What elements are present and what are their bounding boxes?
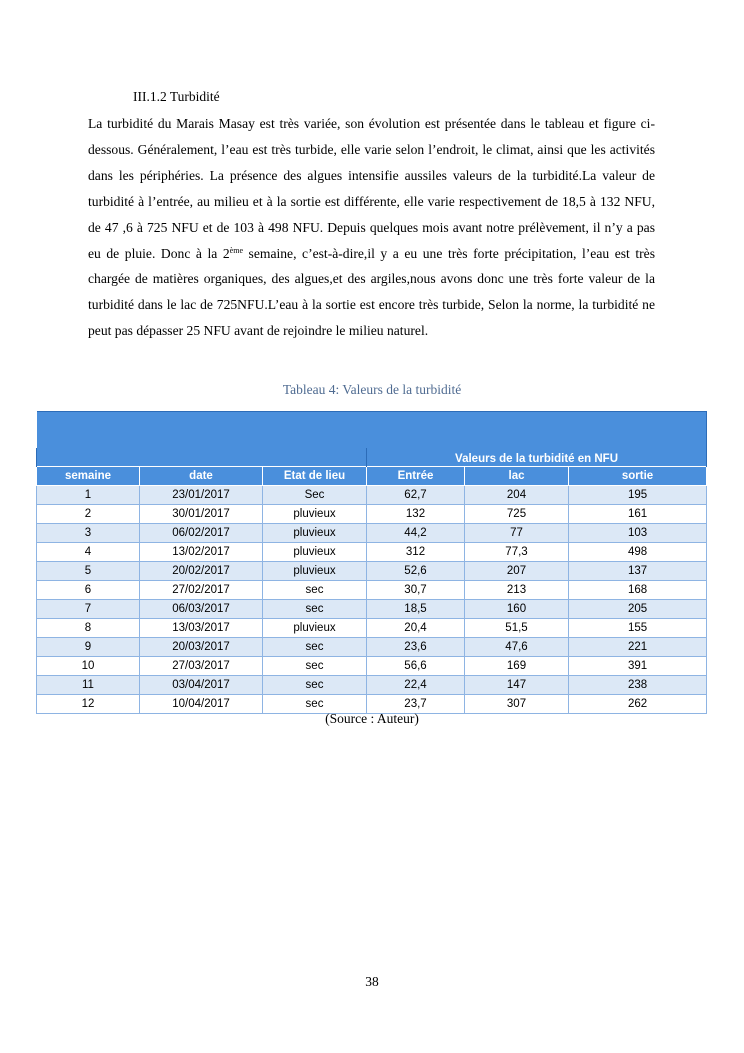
- table-cell: 4: [37, 543, 140, 562]
- table-group-header-row: [37, 448, 707, 467]
- table-cell: 27/02/2017: [140, 581, 263, 600]
- table-cell: 10/04/2017: [140, 695, 263, 714]
- table-cell: 30,7: [367, 581, 465, 600]
- table-cell: 52,6: [367, 562, 465, 581]
- table-row: [37, 562, 707, 581]
- paragraph-text-part-2: semaine, c’est-à-dire,il y a eu une très forte précipitation, l’eau est très chargée de matières organiques, des algues,et des argiles,nous avons donc une très forte valeur de la turbidité dans le lac de 725NFU.L’eau à la sortie est encore très turbide, Selon la norme, la turbidité ne peut pas dépasser 25 NFU avant de rejoindre le milieu naturel.: [88, 245, 656, 339]
- body-paragraph: [88, 111, 655, 344]
- table-cell: Sec: [263, 486, 367, 505]
- table-cell: pluvieux: [263, 524, 367, 543]
- column-header: lac: [465, 467, 569, 486]
- table-cell: 77,3: [465, 543, 569, 562]
- table-cell: 06/02/2017: [140, 524, 263, 543]
- table-row: [37, 676, 707, 695]
- table-cell: 2: [37, 505, 140, 524]
- table-cell: 10: [37, 657, 140, 676]
- table-cell: 23,7: [367, 695, 465, 714]
- table-cell: 23,6: [367, 638, 465, 657]
- group-header-title: Valeurs de la turbidité en NFU: [367, 448, 707, 467]
- table-body: [37, 486, 707, 714]
- table-cell: 56,6: [367, 657, 465, 676]
- table-header-band: [37, 412, 707, 449]
- table-cell: 7: [37, 600, 140, 619]
- table-cell: 77: [465, 524, 569, 543]
- table-cell: 23/01/2017: [140, 486, 263, 505]
- table-cell: sec: [263, 657, 367, 676]
- table-cell: 3: [37, 524, 140, 543]
- table-row: [37, 581, 707, 600]
- table-cell: 195: [569, 486, 707, 505]
- turbidity-table: [36, 411, 707, 714]
- table-cell: pluvieux: [263, 543, 367, 562]
- page-number: 38: [365, 974, 379, 989]
- table-row: [37, 543, 707, 562]
- table-cell: sec: [263, 600, 367, 619]
- table-cell: 103: [569, 524, 707, 543]
- table-cell: 62,7: [367, 486, 465, 505]
- table-cell: 8: [37, 619, 140, 638]
- table-cell: sec: [263, 638, 367, 657]
- table-cell: 27/03/2017: [140, 657, 263, 676]
- table-cell: 06/03/2017: [140, 600, 263, 619]
- table-cell: 20/02/2017: [140, 562, 263, 581]
- table-column-headers: [37, 467, 707, 486]
- table-cell: 20/03/2017: [140, 638, 263, 657]
- table-row: [37, 505, 707, 524]
- table-cell: 262: [569, 695, 707, 714]
- table-cell: 47,6: [465, 638, 569, 657]
- column-header: semaine: [37, 467, 140, 486]
- table-cell: 11: [37, 676, 140, 695]
- table-cell: pluvieux: [263, 619, 367, 638]
- table-cell: 6: [37, 581, 140, 600]
- superscript-ordinal: ème: [229, 245, 243, 255]
- table-cell: 5: [37, 562, 140, 581]
- table-cell: 44,2: [367, 524, 465, 543]
- table-cell: pluvieux: [263, 505, 367, 524]
- table-cell: 168: [569, 581, 707, 600]
- table-cell: 12: [37, 695, 140, 714]
- table-cell: sec: [263, 695, 367, 714]
- table-cell: 161: [569, 505, 707, 524]
- table-cell: 725: [465, 505, 569, 524]
- table-cell: 1: [37, 486, 140, 505]
- table-row: [37, 638, 707, 657]
- column-header: sortie: [569, 467, 707, 486]
- table-cell: 147: [465, 676, 569, 695]
- table-cell: sec: [263, 581, 367, 600]
- table-row: [37, 657, 707, 676]
- table-cell: 221: [569, 638, 707, 657]
- table-cell: sec: [263, 676, 367, 695]
- table-cell: 137: [569, 562, 707, 581]
- table-cell: 155: [569, 619, 707, 638]
- table-cell: 204: [465, 486, 569, 505]
- table-cell: 213: [465, 581, 569, 600]
- table-caption: Tableau 4: Valeurs de la turbidité: [282, 382, 462, 397]
- table-cell: 13/02/2017: [140, 543, 263, 562]
- table-cell: 205: [569, 600, 707, 619]
- table-cell: 207: [465, 562, 569, 581]
- table-row: [37, 619, 707, 638]
- section-heading: III.1.2 Turbidité: [133, 89, 220, 104]
- table-cell: 238: [569, 676, 707, 695]
- table-row: [37, 524, 707, 543]
- table-cell: 13/03/2017: [140, 619, 263, 638]
- table-cell: 9: [37, 638, 140, 657]
- table-cell: 18,5: [367, 600, 465, 619]
- table-cell: 307: [465, 695, 569, 714]
- table-cell: 20,4: [367, 619, 465, 638]
- source-note: (Source : Auteur): [325, 711, 419, 726]
- table-cell: 30/01/2017: [140, 505, 263, 524]
- table-row: [37, 486, 707, 505]
- table-row: [37, 600, 707, 619]
- table-cell: 391: [569, 657, 707, 676]
- table-cell: 160: [465, 600, 569, 619]
- table-cell: 169: [465, 657, 569, 676]
- paragraph-text-part-1: La turbidité du Marais Masay est très variée, son évolution est présentée dans le tableau et figure ci-dessous. Généralement, l’eau est très turbide, elle varie selon l’endroit, le climat, ainsi que les activités dans les périphéries. La présence des algues intensifie aussiles valeurs de la turbidité.La valeur de turbidité à l’entrée, au milieu et à la sortie est différente, elle varie respectivement de 18,5 à 132 NFU, de 47 ,6 à 725 NFU et de 103 à 498 NFU. Depuis quelques mois avant notre prélèvement, il n’y a pas eu de pluie. Donc à la 2: [88, 116, 655, 261]
- column-header: Etat de lieu: [263, 467, 367, 486]
- column-header: Entrée: [367, 467, 465, 486]
- table-cell: 312: [367, 543, 465, 562]
- table-cell: 22,4: [367, 676, 465, 695]
- table-cell: 03/04/2017: [140, 676, 263, 695]
- table-cell: 132: [367, 505, 465, 524]
- table-cell: pluvieux: [263, 562, 367, 581]
- table-cell: 51,5: [465, 619, 569, 638]
- table-cell: 498: [569, 543, 707, 562]
- column-header: date: [140, 467, 263, 486]
